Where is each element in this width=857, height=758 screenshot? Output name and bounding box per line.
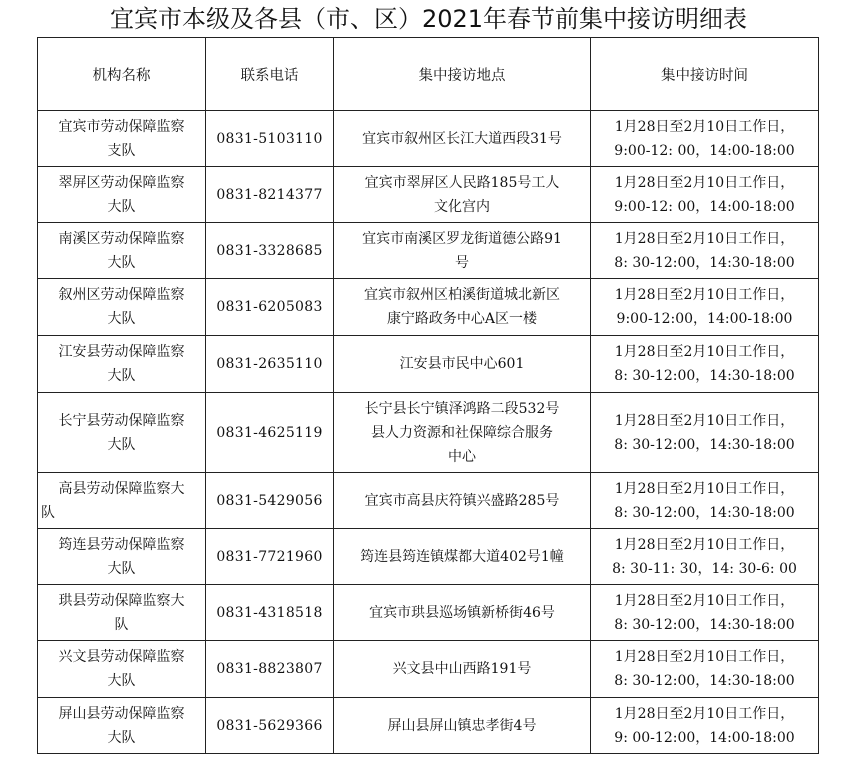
phone-cell: 0831-7721960: [206, 529, 334, 585]
time-cell: 1月28日至2月10日工作日， 9:00-12:00，14:00-18:00: [591, 279, 819, 336]
address-cell: 宜宾市珙县巡场镇新桥街46号: [334, 585, 591, 641]
table-row: [38, 393, 819, 473]
address-cell: 宜宾市高县庆符镇兴盛路285号: [334, 473, 591, 529]
page-title: 宜宾市本级及各县（市、区）2021年春节前集中接访明细表: [109, 5, 748, 33]
time-cell: 1月28日至2月10日工作日， 8: 30-12:00，14:30-18:00: [591, 393, 819, 473]
phone-cell: 0831-2635110: [206, 336, 334, 393]
time-cell: 1月28日至2月10日工作日， 8: 30-12:00，14:30-18:00: [591, 336, 819, 393]
header-org-name: 机构名称: [38, 38, 206, 111]
phone-cell: 0831-3328685: [206, 223, 334, 279]
header-time: 集中接访时间: [591, 38, 819, 111]
table-row: [38, 111, 819, 167]
phone-cell: 0831-8214377: [206, 167, 334, 223]
time-cell: 1月28日至2月10日工作日， 8: 30-12:00，14:30-18:00: [591, 223, 819, 279]
address-cell: 江安县市民中心601: [334, 336, 591, 393]
org-name-cell: 南溪区劳动保障监察 大队: [38, 223, 206, 279]
table-row: [38, 167, 819, 223]
table-row: [38, 223, 819, 279]
table-header-row: [38, 38, 819, 111]
org-name-cell: 珙县劳动保障监察大 队: [38, 585, 206, 641]
org-name-cell: 高县劳动保障监察大 队: [38, 473, 206, 529]
org-name-cell: 江安县劳动保障监察 大队: [38, 336, 206, 393]
address-cell: 宜宾市叙州区长江大道西段31号: [334, 111, 591, 167]
time-cell: 1月28日至2月10日工作日， 9:00-12: 00，14:00-18:00: [591, 167, 819, 223]
org-name-cell: 叙州区劳动保障监察 大队: [38, 279, 206, 336]
org-name-cell: 翠屏区劳动保障监察 大队: [38, 167, 206, 223]
org-name-cell: 筠连县劳动保障监察 大队: [38, 529, 206, 585]
time-cell: 1月28日至2月10日工作日， 8: 30-12:00，14:30-18:00: [591, 641, 819, 698]
phone-cell: 0831-5629366: [206, 698, 334, 754]
time-cell: 1月28日至2月10日工作日， 9:00-12: 00，14:00-18:00: [591, 111, 819, 167]
table-row: [38, 585, 819, 641]
address-cell: 宜宾市翠屏区人民路185号工人 文化宫内: [334, 167, 591, 223]
table-row: [38, 336, 819, 393]
phone-cell: 0831-8823807: [206, 641, 334, 698]
address-cell: 宜宾市南溪区罗龙街道德公路91 号: [334, 223, 591, 279]
table-row: [38, 473, 819, 529]
time-cell: 1月28日至2月10日工作日， 9: 00-12:00，14:00-18:00: [591, 698, 819, 754]
time-cell: 1月28日至2月10日工作日， 8: 30-11: 30，14: 30-6: 00: [591, 529, 819, 585]
table-row: [38, 698, 819, 754]
table-row: [38, 641, 819, 698]
phone-cell: 0831-4318518: [206, 585, 334, 641]
org-name-cell: 屏山县劳动保障监察 大队: [38, 698, 206, 754]
address-cell: 宜宾市叙州区柏溪街道城北新区 康宁路政务中心A区一楼: [334, 279, 591, 336]
table-row: [38, 279, 819, 336]
phone-cell: 0831-4625119: [206, 393, 334, 473]
org-name-cell: 宜宾市劳动保障监察 支队: [38, 111, 206, 167]
address-cell: 屏山县屏山镇忠孝街4号: [334, 698, 591, 754]
time-cell: 1月28日至2月10日工作日， 8: 30-12:00，14:30-18:00: [591, 585, 819, 641]
address-cell: 长宁县长宁镇泽鸿路二段532号 县人力资源和社保障综合服务 中心: [334, 393, 591, 473]
phone-cell: 0831-5429056: [206, 473, 334, 529]
table-row: [38, 529, 819, 585]
address-cell: 兴文县中山西路191号: [334, 641, 591, 698]
address-cell: 筠连县筠连镇煤都大道402号1幢: [334, 529, 591, 585]
phone-cell: 0831-6205083: [206, 279, 334, 336]
org-name-cell: 兴文县劳动保障监察 大队: [38, 641, 206, 698]
org-name-cell: 长宁县劳动保障监察 大队: [38, 393, 206, 473]
time-cell: 1月28日至2月10日工作日， 8: 30-12:00，14:30-18:00: [591, 473, 819, 529]
header-phone: 联系电话: [206, 38, 334, 111]
header-address: 集中接访地点: [334, 38, 591, 111]
phone-cell: 0831-5103110: [206, 111, 334, 167]
visit-schedule-table: [37, 37, 819, 754]
